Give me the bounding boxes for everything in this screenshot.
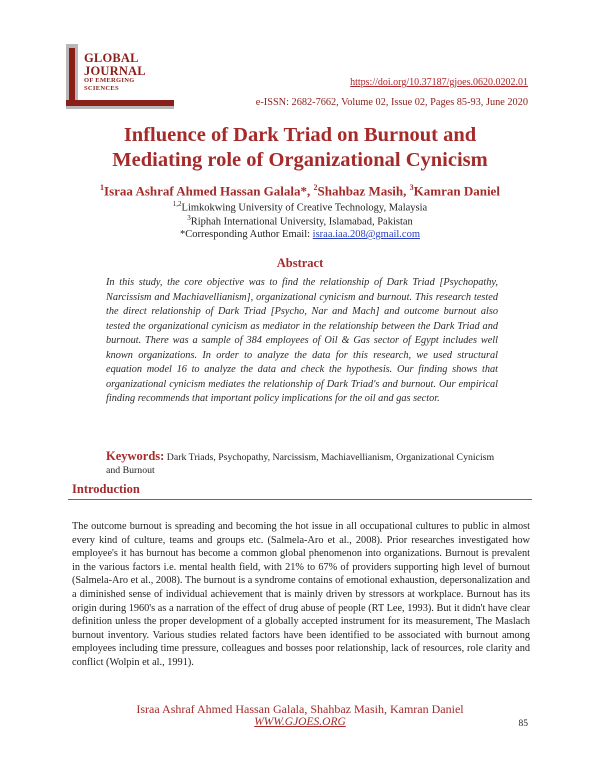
affiliation-2-text: Riphah International University, Islamabad, Pakistan <box>190 216 413 228</box>
title-line-1: Influence of Dark Triad on Burnout and <box>123 124 477 146</box>
affiliation-1-text: Limkokwing University of Creative Technology, Malaysia <box>181 202 428 214</box>
corresponding-label: *Corresponding Author Email: <box>179 229 311 240</box>
corresponding-email-link[interactable]: israa.iaa.208@gmail.com <box>312 229 421 240</box>
affiliation-1 <box>0 200 600 214</box>
abstract-text: In this study, the core objective was to find the relationship of Dark Triad [Psychopathy, Narcissism and Machiavellianism], organizational cynicism and burnout. This research tested the direct relationship of Dark Triad [Psycho, Nar and Mach] and outcome burnout also tested the organizational cynicism as mediator in the relationship between the Dark Triad and burnout. There was a sample of 384 employees of Oil & Gas sector of Egypt includes well known organizations. In order to analyze the data for this research, we used structural equation model 16 to analyze the data and check the hypothesis. Our finding shows that organizational cynicism mediates the relationship of Dark Triad's and burnout. Our empirical finding recommends that important policy implications for the oil and gas sector. <box>106 277 498 404</box>
logo-text-of-emerging: OF EMERGING <box>84 77 135 84</box>
affiliation-2 <box>0 214 600 228</box>
page-number: 85 <box>518 719 528 729</box>
title-line-2: Mediating role of Organizational Cynicism <box>112 149 488 171</box>
keywords-label: Keywords: <box>106 449 165 463</box>
author-2: Shahbaz Masih, <box>317 183 407 199</box>
doi-link[interactable]: https://doi.org/10.37187/gjoes.0620.0202.01 <box>350 77 528 88</box>
author-3-sup: 3 <box>409 183 414 192</box>
author-1-sup: 1 <box>100 183 105 192</box>
affiliation-1-sup: 1,2 <box>172 200 182 208</box>
footer-website-link[interactable]: WWW.GJOES.ORG <box>254 716 346 728</box>
keywords <box>106 450 506 477</box>
paper-title <box>0 123 600 173</box>
section-divider <box>68 499 532 500</box>
abstract-heading: Abstract <box>276 256 324 270</box>
author-3: Kamran Daniel <box>413 183 500 199</box>
author-2-sup: 2 <box>313 183 318 192</box>
keywords-text: Dark Triads, Psychopathy, Narcissism, Machiavellianism, Organizational Cynicism and Burnout <box>106 452 495 476</box>
affiliation-2-sup: 3 <box>187 214 191 222</box>
logo-text-global: GLOBAL <box>84 51 139 65</box>
author-1: Israa Ashraf Ahmed Hassan Galala*, <box>104 183 311 199</box>
introduction-text: The outcome burnout is spreading and becoming the hot issue in all occupational cultures to public in almost every kind of culture, teams and groups etc. (Salmela-Aro et al., 2008). Prior researches investigated how employee's it has burnout has become a common global phenomenon into organizations. Burnout is prevalent in the various factors i.e. mental health field, with 21% to 67% of providers supporting high level of burnout (Salmela-Aro et al., 2008). The burnout is a syndrome contains of emotional exhaustion, depersonalization and a diminished sense of individual achievement that is mainly driven by stressors at workplace. Burnout has its origin during 1960's as a narration of the effect of drug abuse of people (RT Lee, 1993). But it didn't have clear definition unless the proper development of a globally accepted instrument for its measurement, The Maslach burnout inventory. Various studies related factors have been identified to be associated with burnout among employees including time pressure, colleagues and bosses poor relationship, lack of resources, role clarity and conflict (Wolpin et al., 1991). <box>72 521 530 668</box>
journal-logo <box>66 40 176 112</box>
author-list <box>0 183 600 199</box>
corresponding-author <box>0 229 600 240</box>
logo-text-sciences: SCIENCES <box>84 84 119 92</box>
introduction-heading: Introduction <box>72 482 140 496</box>
issn-line: e-ISSN: 2682-7662, Volume 02, Issue 02, Pages 85-93, June 2020 <box>255 97 528 108</box>
logo-text-journal: JOURNAL <box>84 63 146 78</box>
footer-authors: Israa Ashraf Ahmed Hassan Galala, Shahbaz Masih, Kamran Daniel <box>136 702 464 716</box>
